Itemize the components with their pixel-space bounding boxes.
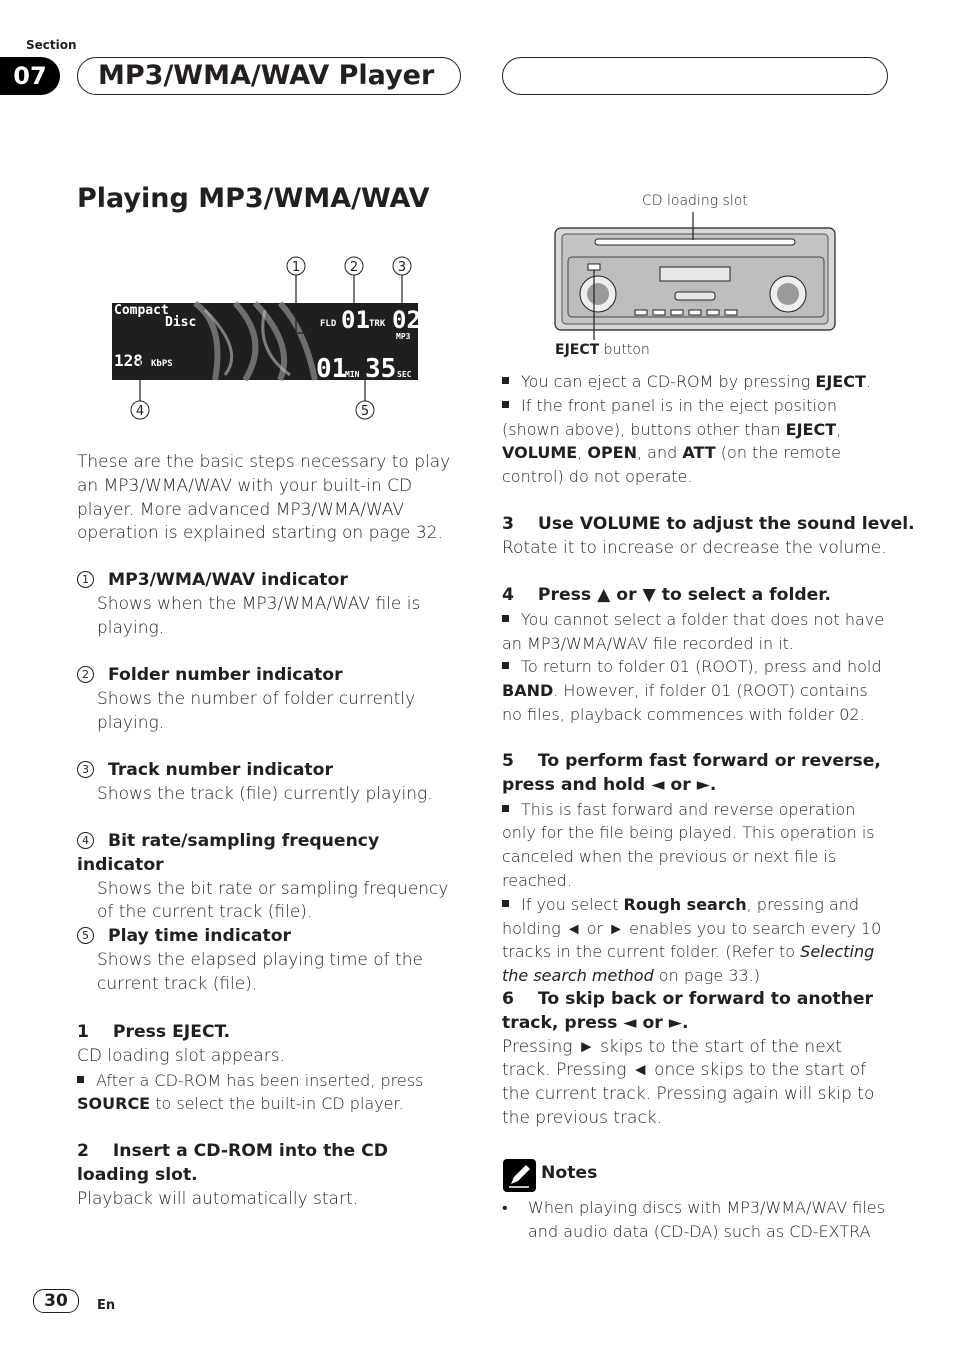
callout-1 <box>287 257 305 275</box>
eject-note-2: If the front panel is in the eject position (shown above), buttons other than EJECT, VOLUME, OPEN, and ATT (on the remote control) do not operate. <box>502 395 842 487</box>
step-text: Playback will automatically start. <box>77 1188 359 1209</box>
indicator-desc: Shows the number of folder currently playing. <box>97 688 416 733</box>
indicator-title: Track number indicator <box>108 760 333 780</box>
step-bullet: You cannot select a folder that does not have an MP3/WMA/WAV file recorded in it. <box>502 609 885 653</box>
chapter-title: MP3/WMA/WAV Player <box>98 60 435 91</box>
eject-note-1: You can eject a CD-ROM by pressing EJECT. <box>502 370 890 394</box>
lcd-logo-disc: Disc <box>165 315 197 330</box>
page-title: Playing MP3/WMA/WAV <box>77 183 430 214</box>
step-text: CD loading slot appears. <box>77 1045 285 1066</box>
bullet-square-icon <box>77 1076 84 1083</box>
step-4 <box>502 584 890 727</box>
lcd-sec-label: SEC <box>397 370 412 379</box>
section-label: Section <box>26 38 77 52</box>
blank-header-frame <box>502 57 888 95</box>
indicator-3 <box>77 759 462 807</box>
note-bullet: • <box>502 1198 508 1217</box>
lcd-fld-label: FLD <box>320 319 337 329</box>
indicator-desc: Shows the bit rate or sampling frequency of the current track (file). <box>97 878 449 923</box>
note-text: When playing discs with MP3/WMA/WAV files and audio data (CD-DA) such as CD-EXTRA <box>528 1198 885 1241</box>
indicator-num: 1 <box>77 571 94 588</box>
lcd-panel <box>112 303 421 384</box>
callout-5 <box>356 401 374 419</box>
lcd-mp3-label: MP3 <box>396 332 411 341</box>
step-bullet: This is fast forward and reverse operation only for the file being played. This operation is canceled when the previous or next file is reached. <box>502 799 875 890</box>
indicator-4 <box>77 830 462 925</box>
svg-text:5: 5 <box>360 404 370 419</box>
step-bullet: If you select Rough search, pressing and holding ◄ or ► enables you to search every 10 tracks in the current folder. (Refer to Selecting the search method on page 33.) <box>502 894 882 986</box>
lcd-track-number: 02 <box>392 306 421 334</box>
callout-4 <box>131 401 149 419</box>
bullet-square-icon <box>502 900 509 907</box>
lcd-bitrate: 128 <box>114 351 143 370</box>
step-2 <box>77 1140 462 1211</box>
step-1 <box>77 1021 462 1116</box>
bullet-square-icon <box>502 377 509 384</box>
indicator-title: Bit rate/sampling frequency indicator <box>77 831 380 875</box>
indicator-title: MP3/WMA/WAV indicator <box>108 570 348 590</box>
step-title: 5 To perform fast forward or reverse, press and hold ◄ or ►. <box>502 751 887 795</box>
bullet-square-icon <box>502 662 509 669</box>
notes-heading: Notes <box>541 1163 598 1183</box>
indicator-1 <box>77 569 462 640</box>
eject-caption: EJECT button <box>555 342 650 358</box>
intro-paragraph: These are the basic steps necessary to play an MP3/WMA/WAV with your built-in CD player. More advanced MP3/WMA/WAV operation is explained starting on page 32. <box>77 452 451 544</box>
indicator-num: 5 <box>77 927 94 944</box>
head-unit-figure <box>550 212 840 342</box>
svg-text:3: 3 <box>397 260 407 275</box>
indicator-title: Play time indicator <box>108 926 292 946</box>
notes-pencil-icon <box>503 1159 536 1192</box>
display-figure <box>105 250 435 425</box>
indicator-desc: Shows the track (file) currently playing. <box>97 783 433 804</box>
lcd-logo-compact: Compact <box>114 303 169 318</box>
note-item <box>502 1196 892 1244</box>
lcd-minutes: 01 <box>316 354 348 384</box>
indicator-desc: Shows the elapsed playing time of the current track (file). <box>97 949 423 994</box>
step-title: 1 Press EJECT. <box>77 1022 231 1042</box>
svg-text:2: 2 <box>349 260 359 275</box>
step-title: 6 To skip back or forward to another track, press ◄ or ►. <box>502 989 879 1033</box>
slot-caption: CD loading slot <box>642 193 748 209</box>
lcd-min-label: MIN <box>345 370 360 379</box>
indicator-num: 3 <box>77 761 94 778</box>
language-label: En <box>97 1298 116 1313</box>
svg-text:1: 1 <box>291 260 301 275</box>
step-5 <box>502 750 890 988</box>
eject-notes <box>502 370 890 489</box>
page-number: 30 <box>33 1289 79 1313</box>
step-6 <box>502 988 890 1131</box>
step-bullet: After a CD-ROM has been inserted, press SOURCE to select the built-in CD player. <box>77 1070 424 1114</box>
eject-button[interactable] <box>588 264 600 270</box>
bullet-square-icon <box>502 805 509 812</box>
indicator-desc: Shows when the MP3/WMA/WAV file is playing. <box>97 593 421 638</box>
indicator-title: Folder number indicator <box>108 665 343 685</box>
step-title: 2 Insert a CD-ROM into the CD loading slot. <box>77 1141 395 1185</box>
bullet-square-icon <box>502 615 509 622</box>
indicator-num: 4 <box>77 832 94 849</box>
lcd-bitrate-unit: KbPS <box>151 359 173 369</box>
indicator-2 <box>77 664 462 735</box>
lcd-seconds: 35 <box>365 354 397 384</box>
step-text: Rotate it to increase or decrease the volume. <box>502 537 887 558</box>
indicator-num: 2 <box>77 666 94 683</box>
callout-2 <box>345 257 363 275</box>
cd-slot <box>595 239 795 245</box>
step-text: Pressing ► skips to the start of the next track. Pressing ◄ once skips to the start of the current track. Pressing again will skip to the previous track. <box>502 1036 875 1128</box>
lcd-folder-number: 01 <box>341 306 370 334</box>
step-3 <box>502 513 915 561</box>
step-bullet: To return to folder 01 (ROOT), press and hold BAND. However, if folder 01 (ROOT) contains no files, playback commences with folder 02. <box>502 657 882 724</box>
svg-text:4: 4 <box>135 404 145 419</box>
bullet-square-icon <box>502 401 509 408</box>
step-title: 3 Use VOLUME to adjust the sound level. <box>502 514 915 534</box>
section-number-tab: 07 <box>0 57 60 95</box>
indicator-5 <box>77 925 462 996</box>
callout-3 <box>393 257 411 275</box>
lcd-trk-label: TRK <box>369 319 386 329</box>
step-title: 4 Press ▲ or ▼ to select a folder. <box>502 585 831 605</box>
